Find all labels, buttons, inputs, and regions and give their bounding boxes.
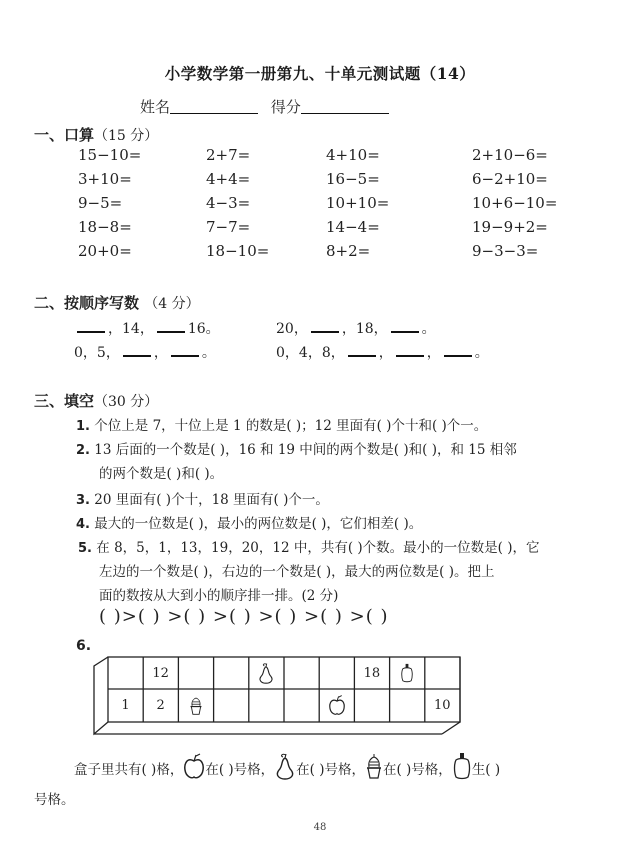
grid-cell[interactable]: [249, 689, 284, 721]
question-2-line2: 的两个数是( )和( )。: [99, 466, 224, 482]
grid-cell[interactable]: [354, 689, 389, 721]
question-5-line2: 左边的一个数是( )，右边的一个数是( )，最大的两位数是( )。把上: [99, 564, 495, 580]
pepper-icon: [452, 752, 472, 784]
grid-cell[interactable]: 12: [152, 665, 169, 681]
grid-cell[interactable]: 10: [434, 697, 451, 713]
calc-problem: 4+10=: [326, 146, 380, 164]
name-label: 姓名: [140, 98, 171, 116]
page-title: 小学数学第一册第九、十单元测试题（14）: [164, 64, 476, 83]
calc-problem: 6−2+10=: [472, 170, 548, 188]
grid-cell[interactable]: [214, 689, 249, 721]
section2-heading: 二、按顺序写数 （4 分）: [34, 294, 200, 312]
blank[interactable]: [171, 343, 199, 357]
section1-heading: 一、口算（15 分）: [34, 126, 159, 144]
grid-cell[interactable]: 18: [363, 665, 381, 681]
order-blanks[interactable]: ( )>( ) >( ) >( ) >( ) >( ) >( ): [99, 606, 389, 627]
grid-cell[interactable]: [284, 689, 319, 721]
question-4: 4. 最大的一位数是( )，最小的两位数是( )，它们相差( )。: [76, 516, 423, 532]
cake-icon[interactable]: [178, 689, 213, 721]
section3-heading: 三、填空（30 分）: [34, 392, 159, 410]
question-5: 5. 在 8，5，1，13，19，20，12 中，共有( )个数。最小的一位数是( )，它: [78, 540, 540, 556]
score-blank[interactable]: [301, 113, 389, 114]
potted-cake-icon: [365, 753, 383, 783]
calc-problem: 4+4=: [206, 170, 251, 188]
name-blank[interactable]: [170, 113, 258, 114]
calc-problem: 9−3−3=: [472, 242, 539, 260]
calc-problem: 15−10=: [78, 146, 142, 164]
pear-icon[interactable]: [249, 657, 284, 689]
grid-cell[interactable]: [178, 657, 213, 689]
calc-problem: 2+7=: [206, 146, 251, 164]
blank[interactable]: [444, 343, 472, 357]
pear-icon: [274, 752, 296, 784]
grid-cell[interactable]: 2: [156, 697, 165, 713]
name-score-row: [140, 96, 389, 117]
blank[interactable]: [311, 319, 339, 333]
calc-problem: 10+6−10=: [472, 194, 558, 212]
blank[interactable]: [77, 319, 105, 333]
grid-cell[interactable]: [390, 689, 425, 721]
calc-problem: 8+2=: [326, 242, 371, 260]
blank[interactable]: [123, 343, 151, 357]
sequence-1: ，14， 16。: [74, 318, 220, 338]
question-6-number: 6.: [76, 638, 92, 654]
calc-problem: 4−3=: [206, 194, 251, 212]
grid-cell[interactable]: [425, 657, 460, 689]
question-1: 1. 个位上是 7，十位上是 1 的数是( )；12 里面有( )个十和( )个一。: [76, 418, 488, 434]
calc-problem: 18−10=: [206, 242, 270, 260]
grid-cell[interactable]: [214, 657, 249, 689]
grid-cell[interactable]: [108, 657, 143, 689]
calc-problem: 18−8=: [78, 218, 132, 236]
question-2: 2. 13 后面的一个数是( )，16 和 19 中间的两个数是( )和( )，和 15 相邻: [76, 442, 517, 458]
blank[interactable]: [391, 319, 419, 333]
grid-cell[interactable]: [319, 657, 354, 689]
grid-cell[interactable]: [284, 657, 319, 689]
question-5-line3: 面的数按从大到小的顺序排一排。(2 分): [99, 588, 339, 604]
sequence-4: 0，4，8， ， ， 。: [276, 345, 489, 361]
pepper-icon[interactable]: [390, 657, 425, 689]
apple-icon[interactable]: [319, 689, 354, 721]
sequence-2: 20， ，18， 。: [276, 321, 436, 337]
calc-problem: 9−5=: [78, 194, 123, 212]
calc-problem: 2+10−6=: [472, 146, 548, 164]
grid-cell[interactable]: 1: [121, 697, 130, 713]
question-6-sentence-line2: 号格。: [34, 792, 75, 808]
apple-icon: [183, 752, 205, 784]
page-number: 48: [313, 822, 327, 833]
calc-problem: 10+10=: [326, 194, 390, 212]
question-6-sentence: 盒子里共有( )格， 在( )号格， 在( )号格， 在( )号格， 生( ): [74, 752, 500, 784]
blank[interactable]: [157, 319, 185, 333]
sequence-3: 0，5， ， 。: [74, 345, 216, 361]
calc-problem: 14−4=: [326, 218, 380, 236]
box-grid: [90, 652, 475, 737]
calc-problem: 20+0=: [78, 242, 132, 260]
blank[interactable]: [348, 343, 376, 357]
calc-problem: 7−7=: [206, 218, 251, 236]
score-label: 得分: [270, 98, 301, 116]
calc-problem: 16−5=: [326, 170, 380, 188]
calc-problem: 3+10=: [78, 170, 132, 188]
calc-problem: 19−9+2=: [472, 218, 548, 236]
question-3: 3. 20 里面有( )个十，18 里面有( )个一。: [76, 492, 329, 508]
blank[interactable]: [396, 343, 424, 357]
